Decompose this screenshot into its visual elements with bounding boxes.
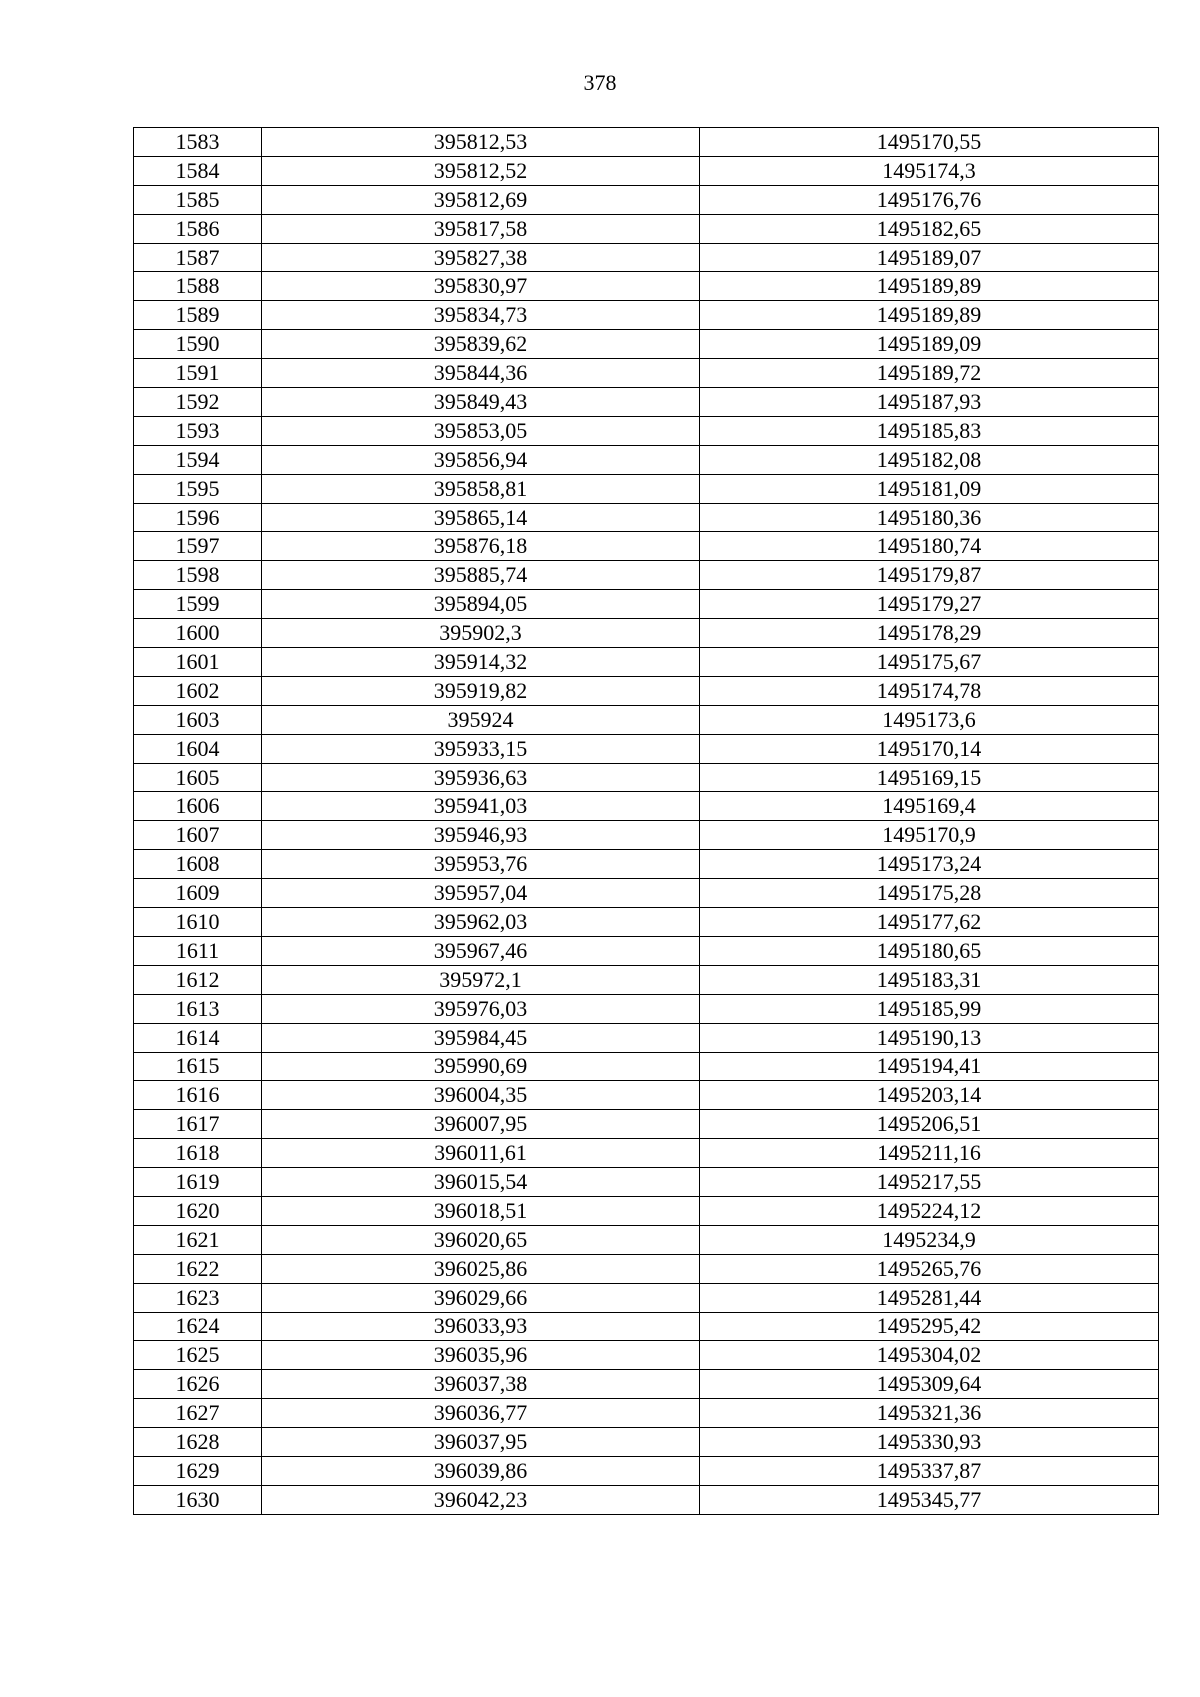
point-number-cell: 1615 xyxy=(134,1052,262,1081)
y-coordinate-cell: 1495187,93 xyxy=(700,388,1159,417)
y-coordinate-cell: 1495178,29 xyxy=(700,619,1159,648)
point-number-cell: 1624 xyxy=(134,1312,262,1341)
point-number-cell: 1604 xyxy=(134,734,262,763)
table-row xyxy=(134,388,1159,417)
point-number-cell: 1599 xyxy=(134,590,262,619)
table-row xyxy=(134,503,1159,532)
y-coordinate-cell: 1495189,89 xyxy=(700,301,1159,330)
point-number-cell: 1618 xyxy=(134,1139,262,1168)
point-number-cell: 1587 xyxy=(134,243,262,272)
point-number-cell: 1616 xyxy=(134,1081,262,1110)
table-row xyxy=(134,1110,1159,1139)
y-coordinate-cell: 1495337,87 xyxy=(700,1456,1159,1485)
point-number-cell: 1627 xyxy=(134,1399,262,1428)
table-row xyxy=(134,763,1159,792)
table-row xyxy=(134,185,1159,214)
table-row xyxy=(134,128,1159,157)
x-coordinate-cell: 395834,73 xyxy=(262,301,700,330)
point-number-cell: 1619 xyxy=(134,1168,262,1197)
table-row xyxy=(134,445,1159,474)
point-number-cell: 1611 xyxy=(134,936,262,965)
table-row xyxy=(134,1052,1159,1081)
table-row xyxy=(134,648,1159,677)
x-coordinate-cell: 395957,04 xyxy=(262,879,700,908)
x-coordinate-cell: 395894,05 xyxy=(262,590,700,619)
point-number-cell: 1591 xyxy=(134,359,262,388)
x-coordinate-cell: 395817,58 xyxy=(262,214,700,243)
point-number-cell: 1600 xyxy=(134,619,262,648)
table-row xyxy=(134,619,1159,648)
x-coordinate-cell: 396029,66 xyxy=(262,1283,700,1312)
point-number-cell: 1592 xyxy=(134,388,262,417)
x-coordinate-cell: 395827,38 xyxy=(262,243,700,272)
table-row xyxy=(134,994,1159,1023)
x-coordinate-cell: 395976,03 xyxy=(262,994,700,1023)
x-coordinate-cell: 395844,36 xyxy=(262,359,700,388)
y-coordinate-cell: 1495170,14 xyxy=(700,734,1159,763)
y-coordinate-cell: 1495309,64 xyxy=(700,1370,1159,1399)
point-number-cell: 1585 xyxy=(134,185,262,214)
point-number-cell: 1620 xyxy=(134,1196,262,1225)
table-row xyxy=(134,792,1159,821)
table-row xyxy=(134,936,1159,965)
table-row xyxy=(134,705,1159,734)
point-number-cell: 1590 xyxy=(134,330,262,359)
y-coordinate-cell: 1495174,3 xyxy=(700,156,1159,185)
x-coordinate-cell: 395919,82 xyxy=(262,676,700,705)
point-number-cell: 1601 xyxy=(134,648,262,677)
y-coordinate-cell: 1495181,09 xyxy=(700,474,1159,503)
y-coordinate-cell: 1495173,6 xyxy=(700,705,1159,734)
y-coordinate-cell: 1495224,12 xyxy=(700,1196,1159,1225)
table-row xyxy=(134,214,1159,243)
y-coordinate-cell: 1495190,13 xyxy=(700,1023,1159,1052)
y-coordinate-cell: 1495170,55 xyxy=(700,128,1159,157)
point-number-cell: 1593 xyxy=(134,416,262,445)
x-coordinate-cell: 396007,95 xyxy=(262,1110,700,1139)
point-number-cell: 1630 xyxy=(134,1485,262,1514)
point-number-cell: 1602 xyxy=(134,676,262,705)
point-number-cell: 1614 xyxy=(134,1023,262,1052)
table-row xyxy=(134,330,1159,359)
x-coordinate-cell: 396025,86 xyxy=(262,1254,700,1283)
x-coordinate-cell: 395990,69 xyxy=(262,1052,700,1081)
x-coordinate-cell: 395902,3 xyxy=(262,619,700,648)
x-coordinate-cell: 395936,63 xyxy=(262,763,700,792)
y-coordinate-cell: 1495265,76 xyxy=(700,1254,1159,1283)
y-coordinate-cell: 1495304,02 xyxy=(700,1341,1159,1370)
y-coordinate-cell: 1495194,41 xyxy=(700,1052,1159,1081)
table-row xyxy=(134,359,1159,388)
x-coordinate-cell: 396039,86 xyxy=(262,1456,700,1485)
x-coordinate-cell: 395984,45 xyxy=(262,1023,700,1052)
point-number-cell: 1621 xyxy=(134,1225,262,1254)
x-coordinate-cell: 395914,32 xyxy=(262,648,700,677)
y-coordinate-cell: 1495175,28 xyxy=(700,879,1159,908)
table-row xyxy=(134,1456,1159,1485)
table-row xyxy=(134,532,1159,561)
point-number-cell: 1596 xyxy=(134,503,262,532)
point-number-cell: 1597 xyxy=(134,532,262,561)
point-number-cell: 1617 xyxy=(134,1110,262,1139)
x-coordinate-cell: 395885,74 xyxy=(262,561,700,590)
table-row xyxy=(134,821,1159,850)
point-number-cell: 1594 xyxy=(134,445,262,474)
x-coordinate-cell: 396036,77 xyxy=(262,1399,700,1428)
table-row xyxy=(134,156,1159,185)
point-number-cell: 1603 xyxy=(134,705,262,734)
y-coordinate-cell: 1495203,14 xyxy=(700,1081,1159,1110)
point-number-cell: 1626 xyxy=(134,1370,262,1399)
y-coordinate-cell: 1495183,31 xyxy=(700,965,1159,994)
y-coordinate-cell: 1495182,08 xyxy=(700,445,1159,474)
x-coordinate-cell: 396037,95 xyxy=(262,1428,700,1457)
y-coordinate-cell: 1495211,16 xyxy=(700,1139,1159,1168)
table-row xyxy=(134,676,1159,705)
y-coordinate-cell: 1495176,76 xyxy=(700,185,1159,214)
table-row xyxy=(134,1370,1159,1399)
x-coordinate-cell: 396004,35 xyxy=(262,1081,700,1110)
y-coordinate-cell: 1495180,74 xyxy=(700,532,1159,561)
x-coordinate-cell: 395839,62 xyxy=(262,330,700,359)
point-number-cell: 1612 xyxy=(134,965,262,994)
x-coordinate-cell: 396035,96 xyxy=(262,1341,700,1370)
x-coordinate-cell: 395924 xyxy=(262,705,700,734)
table-row xyxy=(134,850,1159,879)
y-coordinate-cell: 1495281,44 xyxy=(700,1283,1159,1312)
y-coordinate-cell: 1495174,78 xyxy=(700,676,1159,705)
y-coordinate-cell: 1495189,07 xyxy=(700,243,1159,272)
table-row xyxy=(134,1196,1159,1225)
table-row xyxy=(134,590,1159,619)
y-coordinate-cell: 1495180,65 xyxy=(700,936,1159,965)
y-coordinate-cell: 1495169,15 xyxy=(700,763,1159,792)
x-coordinate-cell: 395967,46 xyxy=(262,936,700,965)
y-coordinate-cell: 1495175,67 xyxy=(700,648,1159,677)
table-row xyxy=(134,243,1159,272)
x-coordinate-cell: 395933,15 xyxy=(262,734,700,763)
point-number-cell: 1605 xyxy=(134,763,262,792)
point-number-cell: 1589 xyxy=(134,301,262,330)
point-number-cell: 1584 xyxy=(134,156,262,185)
y-coordinate-cell: 1495170,9 xyxy=(700,821,1159,850)
table-row xyxy=(134,879,1159,908)
x-coordinate-cell: 396015,54 xyxy=(262,1168,700,1197)
table-row xyxy=(134,734,1159,763)
x-coordinate-cell: 395972,1 xyxy=(262,965,700,994)
y-coordinate-cell: 1495185,83 xyxy=(700,416,1159,445)
x-coordinate-cell: 395812,69 xyxy=(262,185,700,214)
table-row xyxy=(134,1283,1159,1312)
x-coordinate-cell: 395812,53 xyxy=(262,128,700,157)
y-coordinate-cell: 1495206,51 xyxy=(700,1110,1159,1139)
table-row xyxy=(134,1225,1159,1254)
table-row xyxy=(134,1399,1159,1428)
x-coordinate-cell: 395946,93 xyxy=(262,821,700,850)
y-coordinate-cell: 1495169,4 xyxy=(700,792,1159,821)
table-row xyxy=(134,1485,1159,1514)
y-coordinate-cell: 1495189,89 xyxy=(700,272,1159,301)
y-coordinate-cell: 1495185,99 xyxy=(700,994,1159,1023)
y-coordinate-cell: 1495217,55 xyxy=(700,1168,1159,1197)
coordinates-table-body xyxy=(134,128,1159,1515)
x-coordinate-cell: 395812,52 xyxy=(262,156,700,185)
y-coordinate-cell: 1495173,24 xyxy=(700,850,1159,879)
x-coordinate-cell: 396018,51 xyxy=(262,1196,700,1225)
table-row xyxy=(134,1312,1159,1341)
point-number-cell: 1629 xyxy=(134,1456,262,1485)
x-coordinate-cell: 395953,76 xyxy=(262,850,700,879)
y-coordinate-cell: 1495330,93 xyxy=(700,1428,1159,1457)
x-coordinate-cell: 396042,23 xyxy=(262,1485,700,1514)
point-number-cell: 1608 xyxy=(134,850,262,879)
point-number-cell: 1606 xyxy=(134,792,262,821)
x-coordinate-cell: 395853,05 xyxy=(262,416,700,445)
y-coordinate-cell: 1495345,77 xyxy=(700,1485,1159,1514)
table-row xyxy=(134,1428,1159,1457)
point-number-cell: 1609 xyxy=(134,879,262,908)
x-coordinate-cell: 396011,61 xyxy=(262,1139,700,1168)
y-coordinate-cell: 1495177,62 xyxy=(700,908,1159,937)
x-coordinate-cell: 395962,03 xyxy=(262,908,700,937)
table-row xyxy=(134,416,1159,445)
table-row xyxy=(134,1081,1159,1110)
y-coordinate-cell: 1495189,72 xyxy=(700,359,1159,388)
table-row xyxy=(134,1341,1159,1370)
x-coordinate-cell: 395858,81 xyxy=(262,474,700,503)
x-coordinate-cell: 396020,65 xyxy=(262,1225,700,1254)
x-coordinate-cell: 395865,14 xyxy=(262,503,700,532)
table-row xyxy=(134,1168,1159,1197)
x-coordinate-cell: 395876,18 xyxy=(262,532,700,561)
point-number-cell: 1625 xyxy=(134,1341,262,1370)
table-row xyxy=(134,965,1159,994)
y-coordinate-cell: 1495182,65 xyxy=(700,214,1159,243)
coordinates-table xyxy=(133,127,1159,1515)
y-coordinate-cell: 1495189,09 xyxy=(700,330,1159,359)
point-number-cell: 1588 xyxy=(134,272,262,301)
table-row xyxy=(134,561,1159,590)
point-number-cell: 1598 xyxy=(134,561,262,590)
point-number-cell: 1622 xyxy=(134,1254,262,1283)
point-number-cell: 1623 xyxy=(134,1283,262,1312)
table-row xyxy=(134,301,1159,330)
x-coordinate-cell: 396037,38 xyxy=(262,1370,700,1399)
x-coordinate-cell: 396033,93 xyxy=(262,1312,700,1341)
table-row xyxy=(134,474,1159,503)
table-row xyxy=(134,1254,1159,1283)
table-row xyxy=(134,272,1159,301)
table-row xyxy=(134,1139,1159,1168)
point-number-cell: 1583 xyxy=(134,128,262,157)
point-number-cell: 1586 xyxy=(134,214,262,243)
table-row xyxy=(134,1023,1159,1052)
table-row xyxy=(134,908,1159,937)
x-coordinate-cell: 395830,97 xyxy=(262,272,700,301)
y-coordinate-cell: 1495179,87 xyxy=(700,561,1159,590)
y-coordinate-cell: 1495234,9 xyxy=(700,1225,1159,1254)
point-number-cell: 1628 xyxy=(134,1428,262,1457)
y-coordinate-cell: 1495321,36 xyxy=(700,1399,1159,1428)
x-coordinate-cell: 395856,94 xyxy=(262,445,700,474)
x-coordinate-cell: 395941,03 xyxy=(262,792,700,821)
x-coordinate-cell: 395849,43 xyxy=(262,388,700,417)
point-number-cell: 1610 xyxy=(134,908,262,937)
y-coordinate-cell: 1495179,27 xyxy=(700,590,1159,619)
y-coordinate-cell: 1495295,42 xyxy=(700,1312,1159,1341)
page-number: 378 xyxy=(583,70,617,95)
point-number-cell: 1613 xyxy=(134,994,262,1023)
point-number-cell: 1607 xyxy=(134,821,262,850)
y-coordinate-cell: 1495180,36 xyxy=(700,503,1159,532)
point-number-cell: 1595 xyxy=(134,474,262,503)
